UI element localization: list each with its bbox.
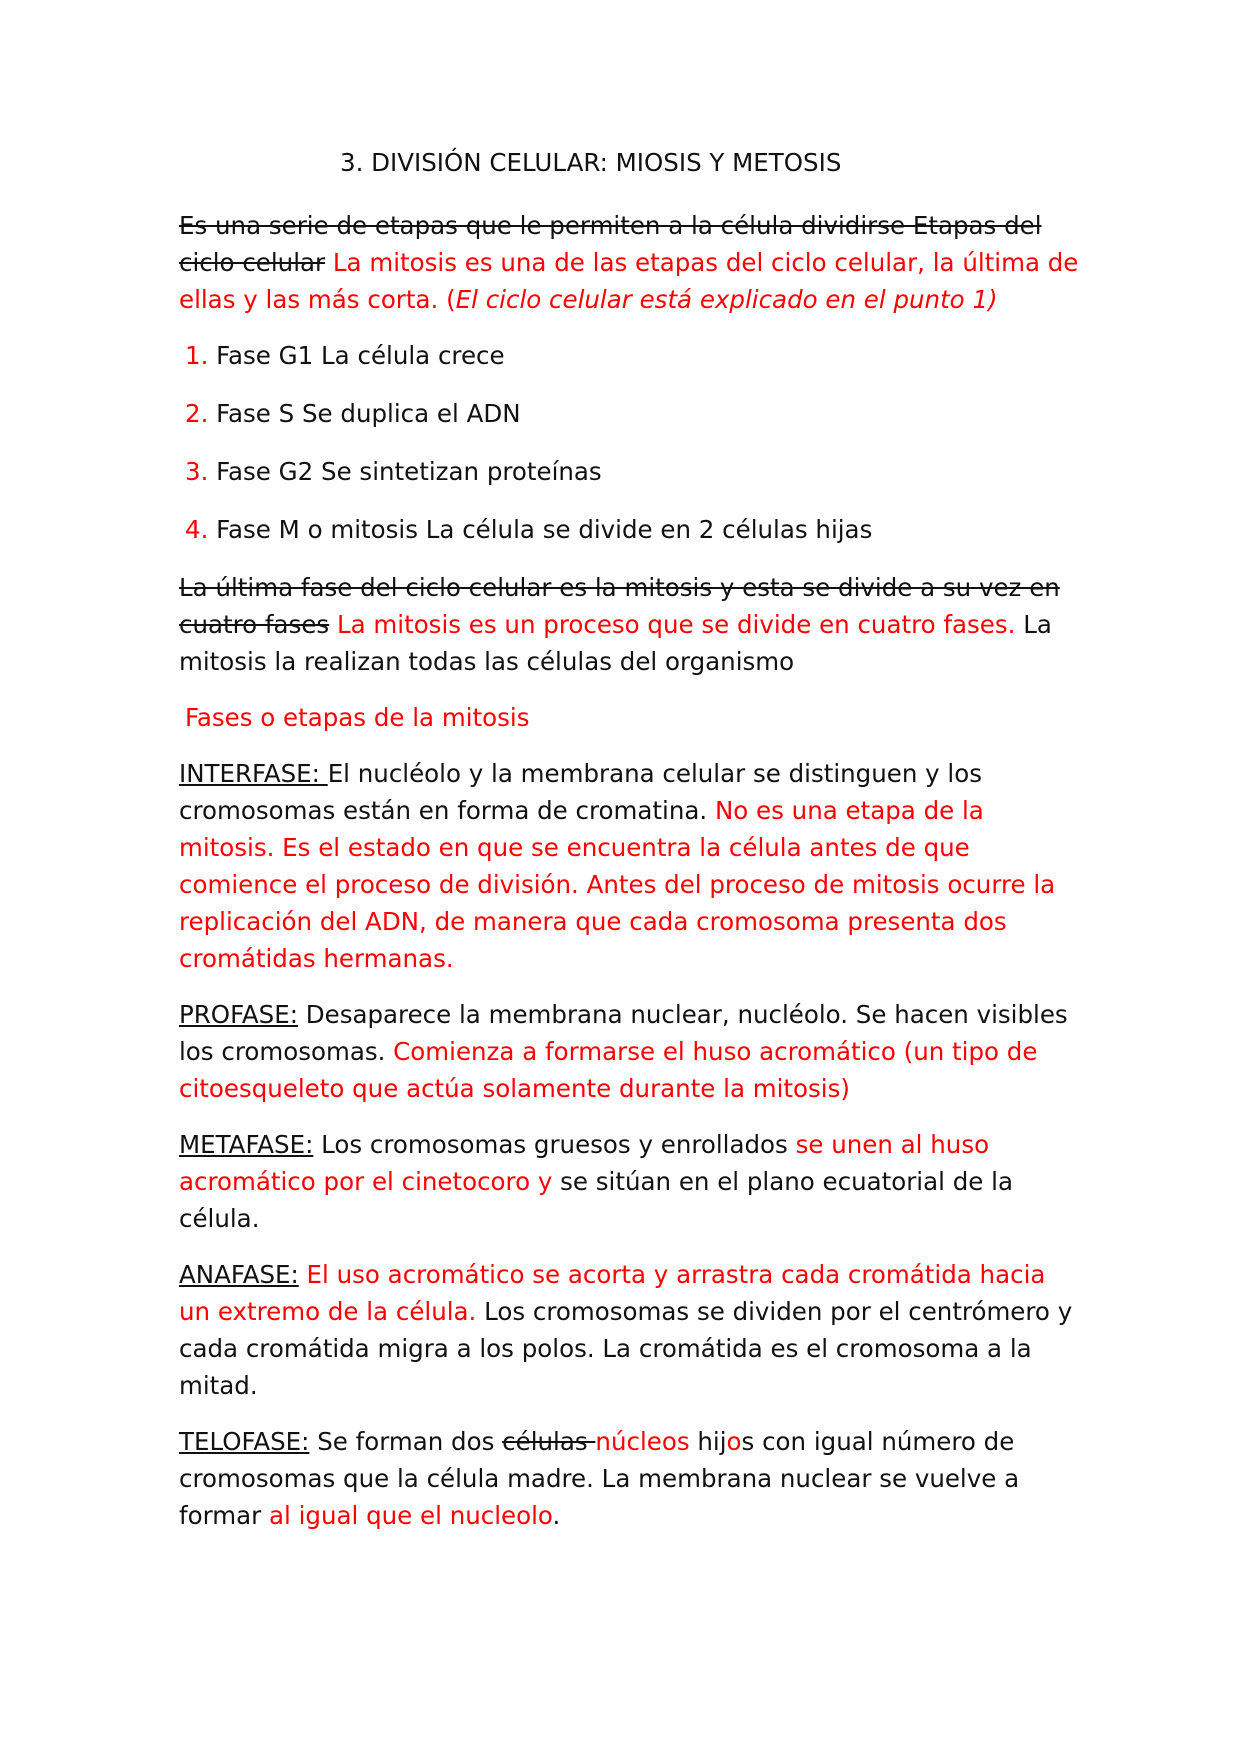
metafase-paragraph xyxy=(179,1126,1079,1237)
correction-text: No es una etapa de la mitosis. Es el estado en que se encuentra la célula antes de que comience el proceso de división. Antes del proceso de mitosis ocurre la replicación del ADN, de manera que cada cromosoma presenta dos cromátidas hermanas. xyxy=(179,796,1056,973)
phase-number: 2. xyxy=(185,399,209,428)
body-text: se sitúan en el plano ecuatorial de la célula. xyxy=(179,1167,1013,1233)
interfase-paragraph xyxy=(179,755,1079,977)
document-title: 3. DIVISIÓN CELULAR: MIOSIS Y METOSIS xyxy=(340,148,842,177)
interfase-label: INTERFASE: xyxy=(179,759,328,788)
body-text: El nucléolo y la membrana celular se distinguen y los cromosomas están en forma de cromatina. xyxy=(179,759,982,825)
body-text: hij xyxy=(689,1427,727,1456)
phase-text: Fase S Se duplica el ADN xyxy=(208,399,521,428)
correction-text: Comienza a formarse el huso acromático (un tipo de citoesqueleto que actúa solamente durante la mitosis) xyxy=(179,1037,1038,1103)
struck-text: células xyxy=(502,1427,596,1456)
correction-text: La mitosis es una de las etapas del ciclo celular, la última de ellas y las más corta. ( xyxy=(179,248,1079,314)
body-text: s con igual número de cromosomas que la célula madre. La membrana nuclear se vuelve a formar xyxy=(179,1427,1020,1530)
telofase-label: TELOFASE: xyxy=(179,1427,310,1456)
anafase-label: ANAFASE: xyxy=(179,1260,299,1289)
correction-text: al igual que el nucleolo xyxy=(269,1501,553,1530)
phase-item xyxy=(179,395,1079,432)
intro-paragraph xyxy=(179,207,1079,318)
profase-label: PROFASE: xyxy=(179,1000,298,1029)
phase-text: Fase M o mitosis La célula se divide en 2 células hijas xyxy=(208,515,873,544)
document-page xyxy=(179,144,1079,1553)
body-text: Se forman dos xyxy=(309,1427,503,1456)
phase-number: 3. xyxy=(185,457,209,486)
correction-note: El ciclo celular está explicado en el punto 1) xyxy=(455,285,998,314)
correction-text: núcleos xyxy=(595,1427,690,1456)
profase-paragraph xyxy=(179,996,1079,1107)
correction-letter: o xyxy=(726,1427,742,1456)
telofase-paragraph xyxy=(179,1423,1079,1534)
anafase-paragraph xyxy=(179,1256,1079,1404)
section-subheading: Fases o etapas de la mitosis xyxy=(185,703,530,732)
struck-text: La última fase del ciclo celular es la mitosis y esta se divide a su vez en cuatro fases xyxy=(179,573,1060,639)
metafase-label: METAFASE: xyxy=(179,1130,314,1159)
correction-text: se unen al huso acromático por el cinetocoro y xyxy=(179,1130,990,1196)
body-text: Los cromosomas gruesos y enrollados xyxy=(313,1130,788,1159)
phase-item xyxy=(179,511,1079,548)
body-text: Los cromosomas se dividen por el centrómero y cada cromátida migra a los polos. La cromátida es el cromosoma a la mitad. xyxy=(179,1297,1073,1400)
mitosis-paragraph xyxy=(179,569,1079,680)
phase-text: Fase G2 Se sintetizan proteínas xyxy=(208,457,602,486)
phase-item xyxy=(179,337,1079,374)
cell-cycle-phase-list xyxy=(179,337,1079,548)
phase-number: 4. xyxy=(185,515,209,544)
body-text: Desaparece la membrana nuclear, nucléolo. Se hacen visibles los cromosomas. xyxy=(179,1000,1068,1066)
phase-item xyxy=(179,453,1079,490)
body-text: La mitosis la realizan todas las células del organismo xyxy=(179,610,1052,676)
correction-text: La mitosis es un proceso que se divide en cuatro fases. xyxy=(329,610,1016,639)
correction-text: El uso acromático se acorta y arrastra cada cromátida hacia un extremo de la célula. xyxy=(179,1260,1046,1326)
phase-text: Fase G1 La célula crece xyxy=(208,341,505,370)
body-text: . xyxy=(552,1501,561,1530)
phase-number: 1. xyxy=(185,341,209,370)
struck-text: Es una serie de etapas que le permiten a la célula dividirse Etapas del ciclo celular xyxy=(179,211,1042,277)
